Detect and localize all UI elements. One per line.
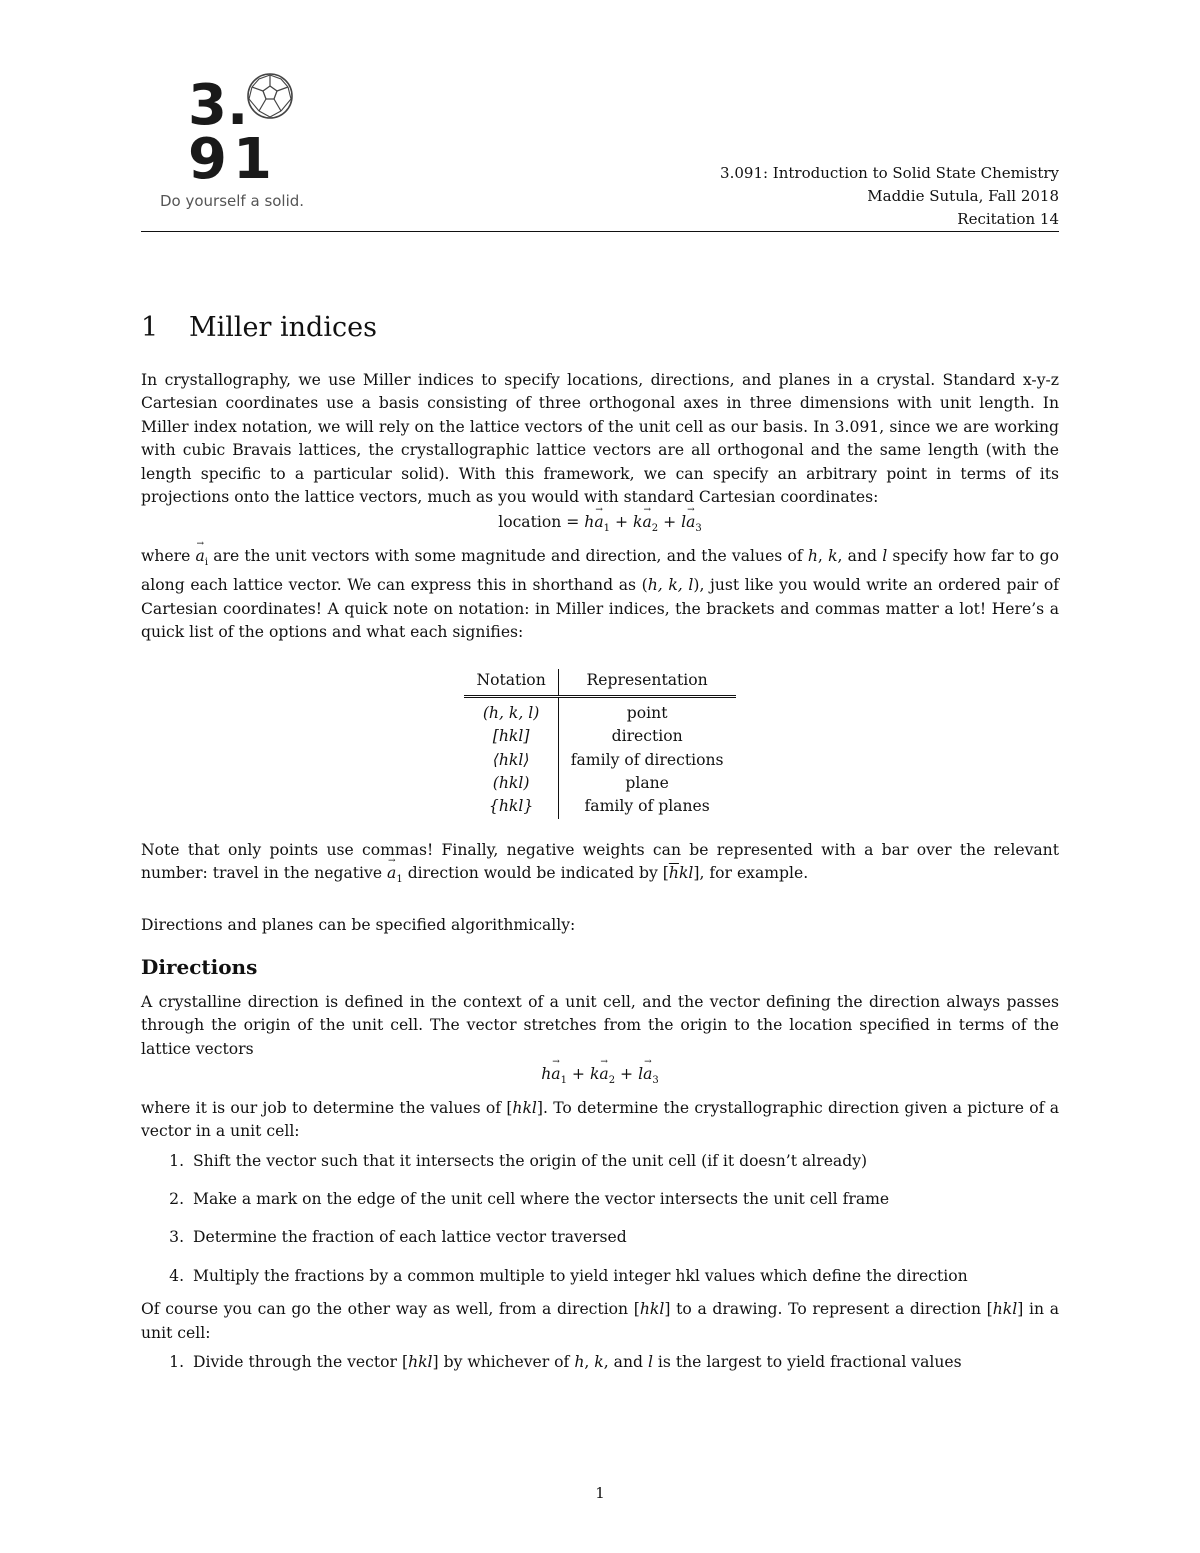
- algorithm-intro-paragraph: Directions and planes can be specified algorithmically:: [141, 915, 576, 934]
- recitation-line: Recitation 14: [957, 210, 1059, 228]
- representation-header: Representation: [558, 669, 735, 697]
- directions-paragraph: A crystalline direction is defined in the context of a unit cell, and the vector defining the direction always passes through the origin of the unit cell. The vector stretches from the origin to the location specified in terms of the lattice vectors: [141, 993, 1059, 1058]
- direction-steps-list: [141, 1150, 1059, 1289]
- list-item: 4. Multiply the fractions by a common multiple to yield integer hkl values which define the direction: [189, 1265, 1059, 1288]
- list-item: 1. Shift the vector such that it intersects the origin of the unit cell (if it doesn’t already): [189, 1150, 1059, 1173]
- logo-number-bottom: 91: [188, 127, 278, 192]
- equation-lhs: location =: [498, 513, 580, 532]
- direction-equation: $ha_1$ → + $ka_2$ → + $la_3$ →: [141, 1063, 1059, 1093]
- directions-heading: Directions: [141, 955, 258, 980]
- course-title: 3.091: Introduction to Solid State Chemistry: [720, 164, 1059, 182]
- section-title: Miller indices: [189, 312, 377, 343]
- table-row: ⟨hkl⟩ family of directions: [464, 749, 735, 772]
- location-equation: location = $ha_1$ → + $ka_2$ → + $la_3$ →: [141, 511, 1059, 541]
- table-row: [hkl] direction: [464, 725, 735, 748]
- course-logo: [160, 72, 320, 217]
- author-line: Maddie Sutula, Fall 2018: [867, 187, 1059, 205]
- header-info: [720, 162, 1059, 231]
- main-content: [141, 312, 1059, 1384]
- notation-table: [464, 669, 735, 819]
- negative-weights-paragraph: Note that only points use commas! Finally, negative weights can be represented with a bar over the relevant number: travel in the negative $a_1$ → direction would be indicated by $[\overline{h}kl]$, for example.: [141, 839, 1059, 892]
- logo-number-top: 3.: [188, 73, 249, 138]
- page-number: 1: [595, 1484, 605, 1502]
- logo-tagline: Do yourself a solid.: [160, 192, 305, 210]
- notation-intro-paragraph: where $a_i$ → are the unit vectors with some magnitude and direction, and the values of h, k, and l specify how far to go along each lattice vector. We can express this in shorthand as (h, k, l), just like you would write an ordered pair of Cartesian coordinates! A quick note on notation: in Miller indices, the brackets and commas matter a lot! Here’s a quick list of the options and what each signifies:: [141, 545, 1059, 645]
- notation-header: Notation: [464, 669, 558, 697]
- list-item: 1. Divide through the vector [hkl] by whichever of h, k, and l is the largest to yield fractional values: [189, 1351, 1059, 1374]
- direction-task-paragraph: where it is our job to determine the values of [hkl]. To determine the crystallographic direction given a picture of a vector in a unit cell:: [141, 1098, 1059, 1141]
- section-heading: [141, 312, 1059, 343]
- intro-paragraph: In crystallography, we use Miller indices to specify locations, directions, and planes in a crystal. Standard x-y-z Cartesian coordinates use a basis consisting of three orthogonal axes in three dimensions with unit length. In Miller index notation, we will rely on the lattice vectors of the unit cell as our basis. In 3.091, since we are working with cubic Bravais lattices, the crystallographic lattice vectors are all orthogonal and the same length (with the length specific to a particular solid). With this framework, we can specify an arbitrary point in terms of its projections onto the lattice vectors, much as you would with standard Cartesian coordinates:: [141, 371, 1059, 507]
- drawing-steps-list: [141, 1351, 1059, 1374]
- table-row: (h, k, l) point: [464, 696, 735, 725]
- reverse-direction-paragraph: Of course you can go the other way as well, from a direction [hkl] to a drawing. To represent a direction [hkl] in a unit cell:: [141, 1300, 1060, 1342]
- list-item: 2. Make a mark on the edge of the unit cell where the vector intersects the unit cell frame: [189, 1188, 1059, 1211]
- buckyball-icon: [246, 72, 294, 120]
- table-row: (hkl) plane: [464, 772, 735, 795]
- list-item: 3. Determine the fraction of each lattice vector traversed: [189, 1226, 1059, 1249]
- table-row: {hkl} family of planes: [464, 795, 735, 818]
- header-divider: [141, 231, 1059, 232]
- section-number: 1: [141, 312, 159, 343]
